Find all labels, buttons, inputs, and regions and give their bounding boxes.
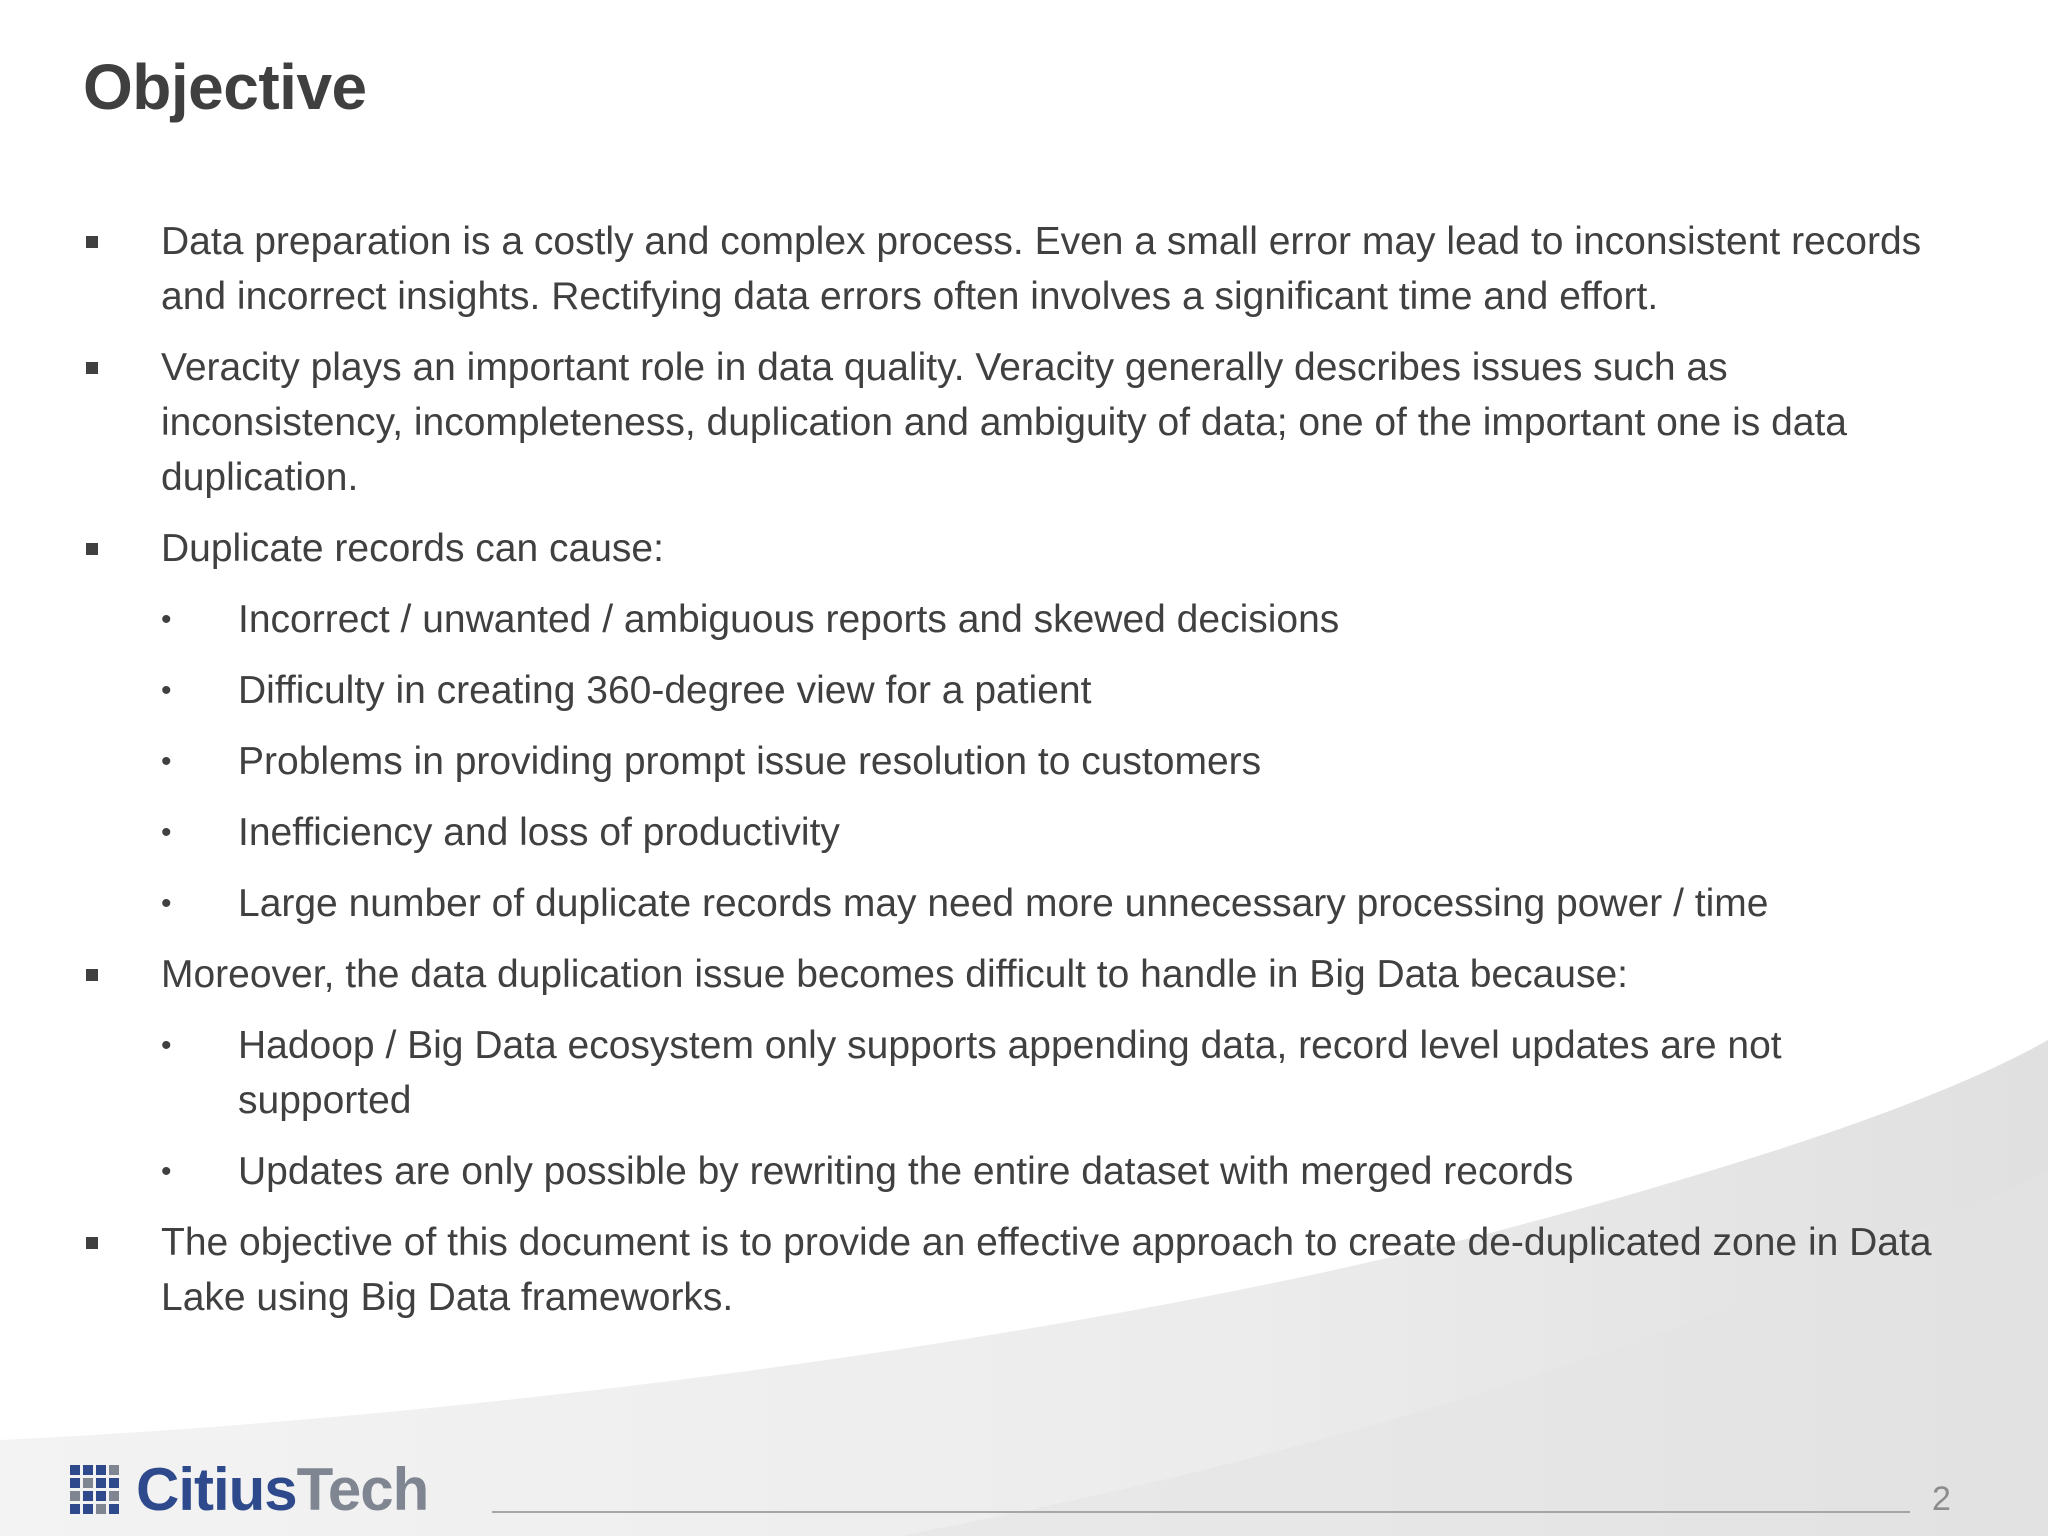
bullet-text: The objective of this document is to provide an effective approach to create de-duplicated zone in Data Lake using Big Data frameworks. bbox=[161, 1221, 1932, 1319]
sub-bullet bbox=[83, 1144, 1963, 1199]
bullet-list bbox=[83, 214, 1963, 1341]
logo-wordmark bbox=[136, 1456, 429, 1523]
square-bullet-icon bbox=[86, 236, 98, 248]
dot-bullet-icon: • bbox=[161, 745, 172, 778]
sub-bullet-text: Large number of duplicate records may need more unnecessary processing power / time bbox=[238, 882, 1769, 925]
sub-bullet-text: Inefficiency and loss of productivity bbox=[238, 811, 840, 854]
bullet-data-preparation bbox=[83, 214, 1963, 324]
sub-bullet-text: Hadoop / Big Data ecosystem only supports appending data, record level updates are not supported bbox=[238, 1024, 1782, 1122]
square-bullet-icon bbox=[86, 969, 98, 981]
sub-bullet-text: Updates are only possible by rewriting the entire dataset with merged records bbox=[238, 1150, 1574, 1193]
sub-bullet-text: Difficulty in creating 360-degree view for a patient bbox=[238, 669, 1092, 712]
square-bullet-icon bbox=[86, 362, 98, 374]
sub-bullet bbox=[83, 734, 1963, 789]
sub-bullet bbox=[83, 592, 1963, 647]
sub-bullet bbox=[83, 663, 1963, 718]
sub-bullet bbox=[83, 876, 1963, 931]
logo-grid-icon bbox=[70, 1465, 120, 1515]
bullet-big-data-issue bbox=[83, 947, 1963, 1002]
footer-divider bbox=[492, 1511, 1910, 1513]
bullet-text: Duplicate records can cause: bbox=[161, 527, 664, 570]
square-bullet-icon bbox=[86, 543, 98, 555]
square-bullet-icon bbox=[86, 1237, 98, 1249]
bullet-veracity bbox=[83, 340, 1963, 505]
dot-bullet-icon: • bbox=[161, 1029, 172, 1062]
sub-bullet-text: Incorrect / unwanted / ambiguous reports and skewed decisions bbox=[238, 598, 1340, 641]
sub-bullet bbox=[83, 1018, 1963, 1128]
logo-text-tech: Tech bbox=[296, 1456, 429, 1523]
page-number: 2 bbox=[1932, 1480, 1951, 1518]
dot-bullet-icon: • bbox=[161, 816, 172, 849]
dot-bullet-icon: • bbox=[161, 603, 172, 636]
dot-bullet-icon: • bbox=[161, 674, 172, 707]
bullet-text: Moreover, the data duplication issue becomes difficult to handle in Big Data because: bbox=[161, 953, 1629, 996]
bullet-text: Veracity plays an important role in data quality. Veracity generally describes issues such as inconsistency, incompleteness, duplication and ambiguity of data; one of the important one is data duplication. bbox=[161, 346, 1847, 499]
dot-bullet-icon: • bbox=[161, 1155, 172, 1188]
bullet-duplicate-records bbox=[83, 521, 1963, 576]
logo-text-citius: Citius bbox=[136, 1456, 297, 1523]
slide-title: Objective bbox=[83, 51, 367, 123]
bullet-text: Data preparation is a costly and complex process. Even a small error may lead to inconsistent records and incorrect insights. Rectifying data errors often involves a significant time and effort. bbox=[161, 220, 1922, 318]
dot-bullet-icon: • bbox=[161, 887, 172, 920]
bullet-objective bbox=[83, 1215, 1963, 1325]
sub-bullet-text: Problems in providing prompt issue resolution to customers bbox=[238, 740, 1262, 783]
sub-bullet bbox=[83, 805, 1963, 860]
citiustech-logo bbox=[70, 1456, 429, 1523]
